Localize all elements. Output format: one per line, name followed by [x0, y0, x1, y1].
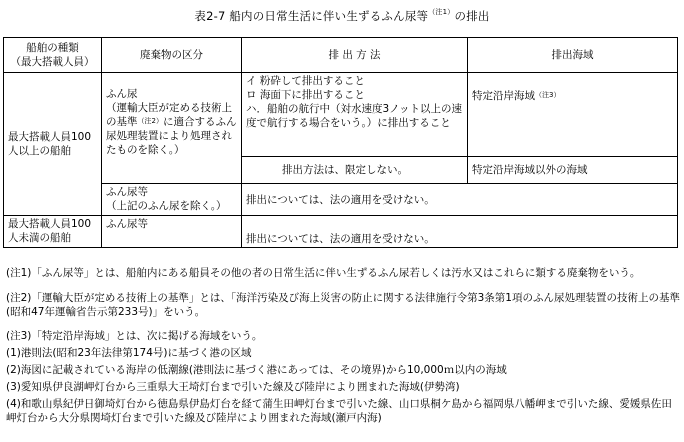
waste-footnote-marker: （注2）: [137, 117, 163, 125]
waste-text-a: ふん尿 （運輸大臣が定める技術上の基準: [106, 88, 232, 128]
header-waste-category: 廃棄物の区分: [102, 38, 242, 73]
discharge-table: [3, 37, 678, 248]
title-suffix: の排出: [454, 9, 490, 23]
table-row: [4, 73, 678, 157]
table-row: [4, 216, 678, 248]
table-header-row: [4, 38, 678, 73]
header-discharge-method: 排 出 方 法: [242, 38, 468, 73]
method-restricted: イ 粉砕して排出すること ロ 海面下に排出すること ハ．船舶の航行中（対水速度3ノット以上の速度で航行する場合をいう。）に排出すること: [242, 73, 468, 157]
waste-text-b: に適合するふん尿処理装置により処理されたものを除く。）: [106, 116, 237, 156]
footnote-3-item-2: (2)海図に記載されている海岸の低潮線(港則法に基づく港にあっては、その境界)から10,000ｍ以内の海域: [6, 364, 507, 376]
waste-human-waste: [102, 73, 242, 184]
area-outside-coastal: 特定沿岸海域以外の海域: [468, 157, 678, 184]
method-not-applicable: 排出については、法の適用を受けない。: [242, 184, 678, 216]
title-main: 表2-7 船内の日常生活に伴い生ずるふん尿等: [194, 9, 429, 23]
footnote-3-item-4: (4)和歌山県紀伊日御埼灯台から徳島県伊島灯台を経て蒲生田岬灯台まで引いた線、山口県桐ケ島から福岡県八幡岬まで引いた線、愛媛県佐田岬灯台から大分県関埼灯台まで引いた線及び陸岸により囲まれた海域(瀬戸内海): [6, 398, 672, 424]
header-ship-type: 船舶の種類 （最大搭載人員）: [4, 38, 102, 73]
ship-small: 最大搭載人員100人未満の船舶: [4, 216, 102, 248]
waste-other: ふん尿等 （上記のふん尿を除く。）: [102, 184, 242, 216]
method-unrestricted: 排出方法は、限定しない。: [242, 157, 468, 184]
page-title: [0, 8, 684, 24]
waste-small: ふん尿等: [102, 216, 242, 248]
footnote-3-item-1: (1)港則法(昭和23年法律第174号)に基づく港の区域: [6, 347, 252, 359]
ship-large: 最大搭載人員100人以上の船舶: [4, 73, 102, 216]
area-coastal-text: 特定沿岸海域: [472, 90, 535, 102]
method-small-not-applicable: 排出については、法の適用を受けない。: [242, 216, 678, 248]
footnote-3-item-3: (3)愛知県伊良湖岬灯台から三重県大王埼灯台まで引いた線及び陸岸により囲まれた海域(伊勢湾): [6, 381, 460, 393]
footnote-1: (注1)「ふん尿等」とは、船舶内にある船員その他の者の日常生活に伴い生ずるふん尿若しくは汚水又はこれらに類する廃棄物をいう。: [6, 267, 641, 279]
title-footnote-marker: （注1）: [428, 8, 455, 16]
area-footnote-marker: （注3）: [535, 91, 561, 99]
footnotes: [6, 266, 682, 425]
table-row: [4, 184, 678, 216]
header-discharge-area: 排出海域: [468, 38, 678, 73]
footnote-3: (注3)「特定沿岸海域」とは、次に掲げる海域をいう。: [6, 330, 263, 342]
area-coastal: [468, 73, 678, 157]
footnote-2: (注2)「運輸大臣が定める技術上の基準」とは、「海洋汚染及び海上災害の防止に関する法律施行令第3条第1項のふん尿処理装置の技術上の基準(昭和47年運輸省告示第233号)」をいう。: [6, 292, 680, 318]
